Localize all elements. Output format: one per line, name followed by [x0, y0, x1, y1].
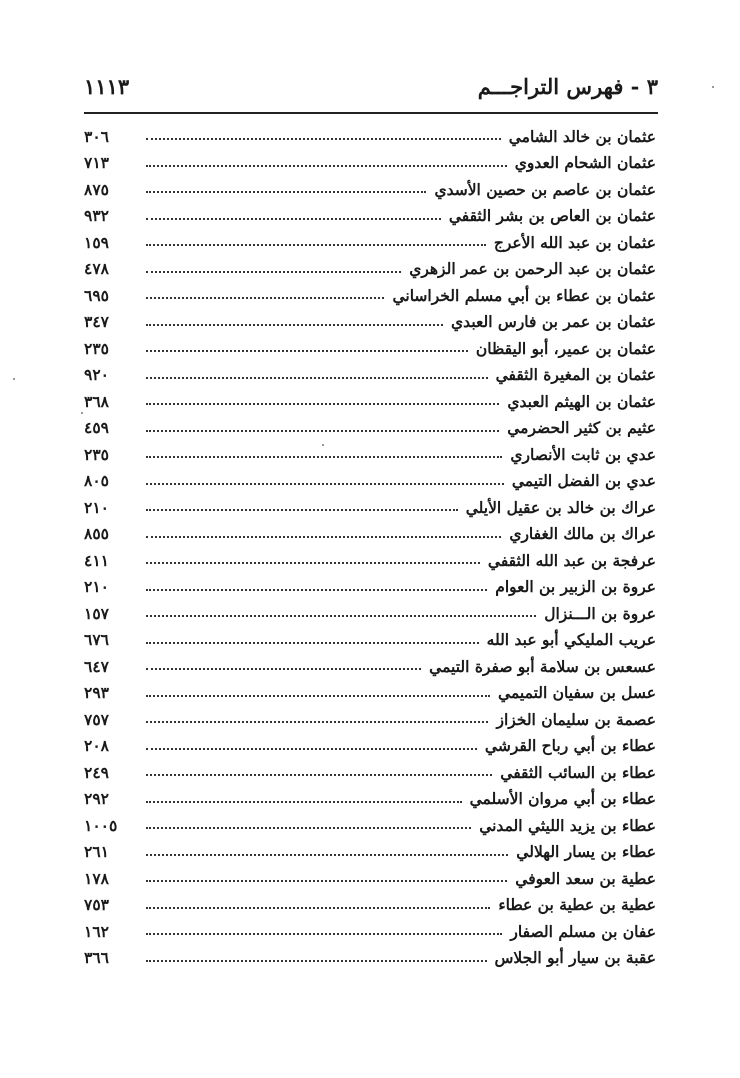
entry-page-number: ٧١٣ — [84, 153, 109, 173]
index-entry — [84, 786, 656, 813]
dot-leader — [146, 281, 384, 299]
dot-leader — [146, 228, 486, 246]
entry-page-number: ٨٥٥ — [84, 524, 109, 544]
entry-page-number: ٦٤٧ — [84, 656, 109, 676]
section-title: ٣ - فهرس التراجـــم — [477, 74, 658, 99]
entry-page-number: ١٦٢ — [84, 921, 109, 941]
index-entry — [84, 123, 656, 150]
entry-page-number: ٩٣٢ — [84, 206, 109, 226]
dot-leader — [146, 573, 487, 591]
index-entry — [84, 388, 656, 415]
entry-name: عثمان بن العاص بن بشر الثقفي — [448, 206, 656, 226]
dot-leader — [146, 705, 488, 723]
dot-leader — [146, 520, 501, 538]
entry-name: عسعس بن سلامة أبو صفرة التيمي — [429, 656, 656, 676]
dot-leader — [146, 308, 443, 326]
entry-page-number: ١٧٨ — [84, 868, 109, 888]
index-entry — [84, 150, 656, 177]
dot-leader — [146, 255, 401, 273]
index-entry — [84, 256, 656, 283]
entry-page-number: ٣٤٧ — [84, 312, 109, 332]
scan-speck — [712, 86, 714, 88]
entry-page-number: ٢١٠ — [84, 577, 109, 597]
index-entry — [84, 547, 656, 574]
entry-page-number: ٦٧٦ — [84, 630, 109, 650]
entry-page-number: ٢١٠ — [84, 497, 109, 517]
index-entry — [84, 282, 656, 309]
entry-name: عثمان بن عبد الله الأعرج — [493, 232, 656, 252]
page-header — [84, 70, 658, 104]
index-entry — [84, 415, 656, 442]
entry-name: عصمة بن سليمان الخزاز — [496, 709, 656, 729]
index-entry — [84, 892, 656, 919]
entry-name: عروة بن الـــنزال — [544, 603, 656, 623]
dot-leader — [146, 361, 488, 379]
entry-name: عثمان الشحام العدوي — [514, 153, 656, 173]
entry-name: عطية بن سعد العوفي — [515, 868, 656, 888]
entry-name: عراك بن خالد بن عقيل الأيلي — [465, 497, 656, 517]
dot-leader — [146, 546, 480, 564]
index-entry — [84, 918, 656, 945]
index-entry — [84, 733, 656, 760]
dot-leader — [146, 493, 458, 511]
index-entry — [84, 627, 656, 654]
header-rule — [84, 112, 658, 114]
dot-leader — [146, 758, 492, 776]
dot-leader — [146, 891, 490, 909]
entry-page-number: ٣٠٦ — [84, 126, 109, 146]
entry-name: عطاء بن يزيد الليثي المدني — [479, 815, 656, 835]
entry-page-number: ٦٩٥ — [84, 285, 109, 305]
dot-leader — [146, 334, 468, 352]
entry-page-number: ١٥٧ — [84, 603, 109, 623]
index-entry — [84, 839, 656, 866]
entry-page-number: ٤٥٩ — [84, 418, 109, 438]
dot-leader — [146, 811, 471, 829]
entry-page-number: ٢٠٨ — [84, 736, 109, 756]
entry-name: عطية بن عطية بن عطاء — [498, 895, 656, 915]
entry-name: عقبة بن سيار أبو الجلاس — [494, 948, 656, 968]
entry-name: عثمان بن عاصم بن حصين الأسدي — [434, 179, 656, 199]
entry-list — [84, 123, 656, 971]
dot-leader — [146, 679, 490, 697]
entry-name: عثمان بن عبد الرحمن بن عمر الزهري — [409, 259, 656, 279]
entry-name: عثمان بن خالد الشامي — [508, 126, 656, 146]
dot-leader — [146, 599, 536, 617]
entry-name: عثمان بن عمير، أبو اليقظان — [475, 338, 656, 358]
index-entry — [84, 441, 656, 468]
entry-page-number: ٢٩٣ — [84, 683, 109, 703]
dot-leader — [146, 175, 426, 193]
entry-page-number: ٣٦٨ — [84, 391, 109, 411]
entry-name: عطاء بن يسار الهلالي — [516, 842, 656, 862]
dot-leader — [146, 917, 502, 935]
entry-page-number: ٨٠٥ — [84, 471, 109, 491]
index-entry — [84, 812, 656, 839]
entry-page-number: ٧٥٣ — [84, 895, 109, 915]
index-entry — [84, 706, 656, 733]
dot-leader — [146, 864, 507, 882]
index-entry — [84, 945, 656, 972]
index-entry — [84, 759, 656, 786]
entry-page-number: ٢٣٥ — [84, 444, 109, 464]
entry-page-number: ٩٢٠ — [84, 365, 109, 385]
index-entry — [84, 362, 656, 389]
entry-name: عثمان بن المغيرة الثقفي — [495, 365, 656, 385]
entry-name: عريب المليكي أبو عبد الله — [486, 630, 656, 650]
index-entry — [84, 309, 656, 336]
index-entry — [84, 468, 656, 495]
dot-leader — [146, 122, 501, 140]
entry-page-number: ٤٧٨ — [84, 259, 109, 279]
scan-speck — [322, 444, 324, 446]
entry-name: عرفجة بن عبد الله الثقفي — [487, 550, 656, 570]
entry-page-number: ٣٦٦ — [84, 948, 109, 968]
index-entry — [84, 600, 656, 627]
scan-speck — [81, 412, 83, 414]
entry-name: عسل بن سفيان التميمي — [498, 683, 656, 703]
dot-leader — [146, 467, 504, 485]
dot-leader — [146, 652, 421, 670]
page-number: ١١١٣ — [84, 74, 130, 99]
dot-leader — [146, 414, 499, 432]
entry-name: عثيم بن كثير الحضرمي — [507, 418, 656, 438]
index-entry — [84, 203, 656, 230]
index-entry — [84, 865, 656, 892]
entry-name: عراك بن مالك الغفاري — [509, 524, 656, 544]
dot-leader — [146, 202, 441, 220]
entry-page-number: ١٥٩ — [84, 232, 109, 252]
entry-page-number: ٤١١ — [84, 550, 109, 570]
index-entry — [84, 574, 656, 601]
entry-name: عفان بن مسلم الصفار — [510, 921, 656, 941]
entry-name: عثمان بن الهيثم العبدي — [507, 391, 656, 411]
entry-name: عطاء بن السائب الثقفي — [500, 762, 656, 782]
dot-leader — [146, 626, 479, 644]
entry-name: عطاء بن أبي رباح القرشي — [484, 736, 656, 756]
index-entry — [84, 521, 656, 548]
index-entry — [84, 335, 656, 362]
dot-leader — [146, 785, 462, 803]
scan-speck — [13, 378, 15, 380]
index-entry — [84, 680, 656, 707]
dot-leader — [146, 387, 499, 405]
index-entry — [84, 494, 656, 521]
dot-leader — [146, 838, 508, 856]
dot-leader — [146, 944, 487, 962]
entry-page-number: ٧٥٧ — [84, 709, 109, 729]
dot-leader — [146, 149, 507, 167]
entry-name: عدي بن ثابت الأنصاري — [510, 444, 656, 464]
index-entry — [84, 229, 656, 256]
entry-page-number: ٢٤٩ — [84, 762, 109, 782]
entry-name: عثمان بن عطاء بن أبي مسلم الخراساني — [392, 285, 656, 305]
entry-name: عدي بن الفضل التيمي — [511, 471, 656, 491]
entry-name: عثمان بن عمر بن فارس العبدي — [451, 312, 656, 332]
entry-name: عطاء بن أبي مروان الأسلمي — [469, 789, 656, 809]
index-entry — [84, 176, 656, 203]
dot-leader — [146, 440, 502, 458]
dot-leader — [146, 732, 477, 750]
entry-page-number: ٢٣٥ — [84, 338, 109, 358]
entry-page-number: ١٠٠٥ — [84, 815, 118, 835]
entry-page-number: ٨٧٥ — [84, 179, 109, 199]
index-entry — [84, 653, 656, 680]
entry-page-number: ٢٦١ — [84, 842, 109, 862]
entry-name: عروة بن الزبير بن العوام — [495, 577, 656, 597]
entry-page-number: ٢٩٢ — [84, 789, 109, 809]
